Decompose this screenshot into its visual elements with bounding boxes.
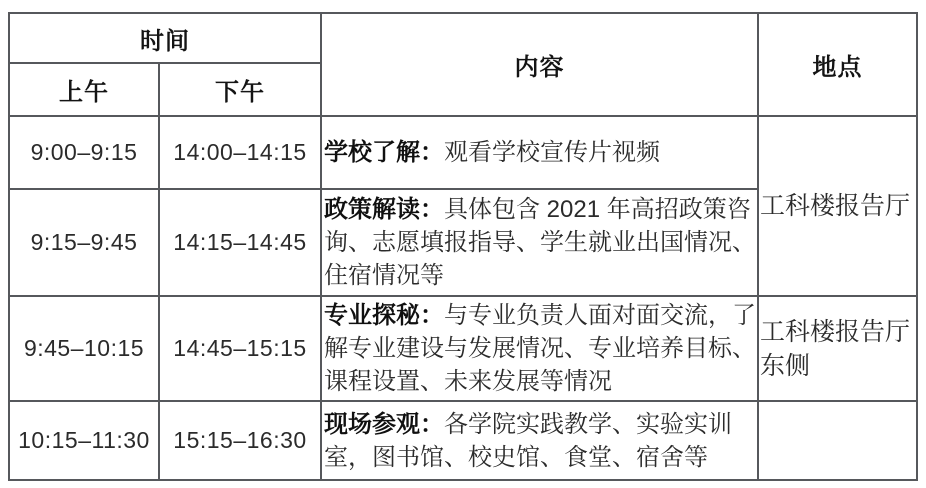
afternoon-time-cell: 15:15–16:30 xyxy=(159,401,321,480)
header-content: 内容 xyxy=(321,13,758,116)
activity-detail: 与专业负责人面对面交流，了解专业建设与发展情况、专业培养目标、课程设置、未来发展等情况 xyxy=(324,302,756,395)
activity-detail: 观看学校宣传片视频 xyxy=(444,139,660,166)
content-cell xyxy=(321,189,758,296)
header-afternoon: 下午 xyxy=(159,63,321,116)
afternoon-time-cell: 14:45–15:15 xyxy=(159,296,321,401)
content-cell xyxy=(321,401,758,480)
morning-time-cell: 9:45–10:15 xyxy=(9,296,159,401)
location-cell: 工科楼报告厅 xyxy=(758,116,917,296)
location-cell: 工科楼报告厅东侧 xyxy=(758,296,917,401)
activity-detail: 具体包含 2021 年高招政策咨询、志愿填报指导、学生就业出国情况、住宿情况等 xyxy=(324,196,756,289)
header-time: 时间 xyxy=(9,13,321,63)
schedule-table xyxy=(8,12,918,481)
header-morning: 上午 xyxy=(9,63,159,116)
location-cell-empty xyxy=(758,401,917,480)
schedule-row-1 xyxy=(9,116,917,189)
afternoon-time-cell: 14:15–14:45 xyxy=(159,189,321,296)
header-row-top xyxy=(9,13,917,63)
activity-title: 现场参观： xyxy=(324,410,444,438)
activity-title: 政策解读： xyxy=(324,196,444,223)
schedule-row-3 xyxy=(9,296,917,401)
morning-time-cell: 9:15–9:45 xyxy=(9,189,159,296)
content-cell xyxy=(321,116,758,189)
content-cell xyxy=(321,296,758,401)
morning-time-cell: 10:15–11:30 xyxy=(9,401,159,480)
activity-detail: 各学院实践教学、实验实训室，图书馆、校史馆、食堂、宿舍等 xyxy=(324,410,732,471)
afternoon-time-cell: 14:00–14:15 xyxy=(159,116,321,189)
activity-title: 学校了解： xyxy=(324,139,444,166)
header-location: 地点 xyxy=(758,13,917,116)
schedule-row-4 xyxy=(9,401,917,480)
morning-time-cell: 9:00–9:15 xyxy=(9,116,159,189)
activity-title: 专业探秘： xyxy=(324,302,444,329)
